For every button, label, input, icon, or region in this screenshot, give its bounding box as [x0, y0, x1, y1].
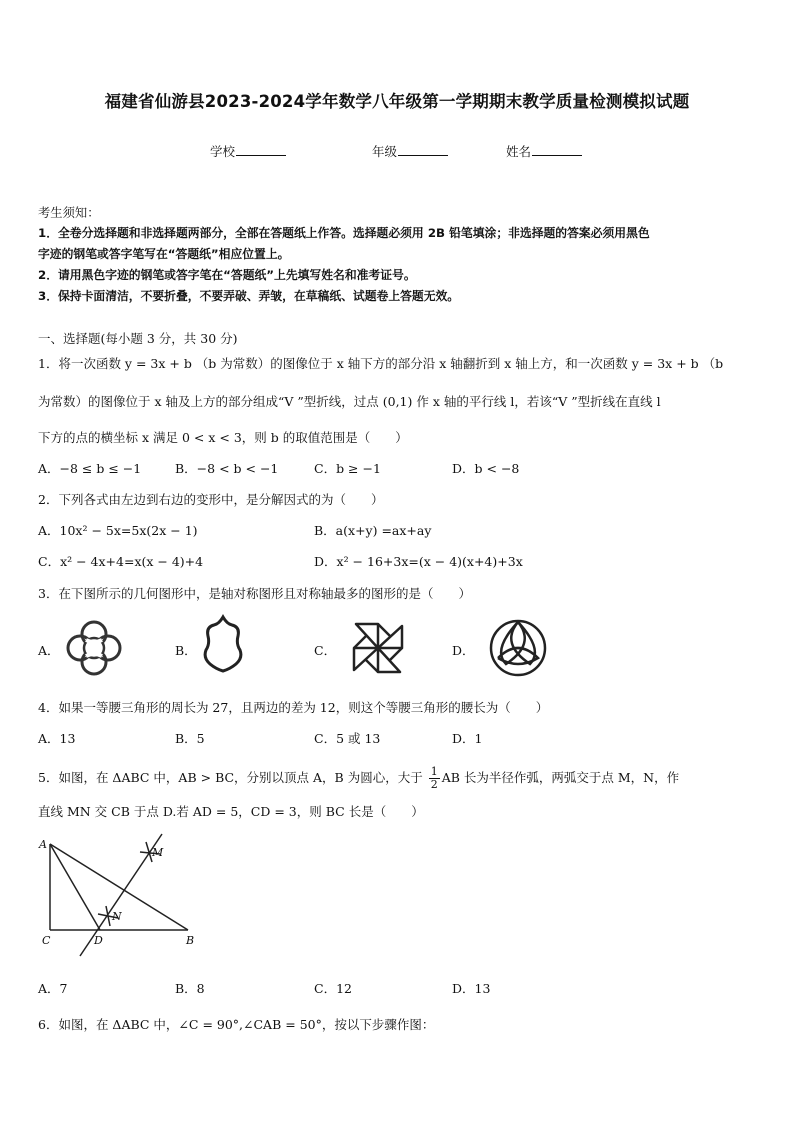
- q2-option-c[interactable]: C．x² − 4x+4=x(x − 4)+4: [38, 554, 204, 569]
- page-title: 福建省仙游县2023-2024学年数学八年级第一学期期末教学质量检测模拟试题: [104, 92, 690, 111]
- q5-label-a: A: [39, 838, 47, 851]
- q5-label-m: M: [152, 846, 164, 859]
- q2-option-d[interactable]: D．x² − 16+3x=(x − 4)(x+4)+3x: [314, 554, 523, 569]
- q4-stem: 4．如果一等腰三角形的周长为 27，且两边的差为 12，则这个等腰三角形的腰长为（ ）: [38, 700, 549, 715]
- school-label: 学校: [210, 144, 236, 159]
- q4-option-d[interactable]: D．1: [452, 731, 483, 746]
- quatrefoil-figure: [64, 620, 124, 676]
- q5-line1-start: 5．如图，在 ΔABC 中，AB > BC，分别以顶点 A，B 为圆心，大于: [38, 770, 423, 785]
- name-label: 姓名: [506, 144, 532, 159]
- q4-option-b[interactable]: B．5: [175, 731, 205, 746]
- q5-option-d[interactable]: D．13: [452, 981, 491, 996]
- q5-label-b: B: [186, 934, 195, 947]
- notice-item-3: 3．保持卡面清洁，不要折叠，不要弄破、弄皱，在草稿纸、试题卷上答题无效。: [38, 289, 460, 303]
- q5-option-c[interactable]: C．12: [314, 981, 352, 996]
- q1-option-b[interactable]: B．−8 < b < −1: [175, 461, 279, 476]
- q5-label-n: N: [112, 910, 122, 923]
- q3-option-d-label[interactable]: D．: [452, 643, 475, 658]
- q5-fraction-numerator: 1: [430, 765, 438, 778]
- name-blank[interactable]: [532, 143, 582, 156]
- q5-line1: [38, 766, 679, 791]
- q5-option-a[interactable]: A．7: [38, 981, 68, 996]
- q5-option-b[interactable]: B．8: [175, 981, 205, 996]
- q5-label-d: D: [94, 934, 103, 947]
- q1-option-d[interactable]: D．b < −8: [452, 461, 520, 476]
- notice-item-1: 1．全卷分选择题和非选择题两部分，全部在答题纸上作答。选择题必须用 2B 铅笔填涂；非选择题的答案必须用黑色: [38, 226, 650, 240]
- grade-field: [372, 142, 448, 160]
- q6-stem: 6．如图，在 ΔABC 中，∠C = 90°,∠CAB = 50°，按以下步骤作图：: [38, 1017, 435, 1032]
- q1-line3: 下方的点的横坐标 x 满足 0 < x < 3，则 b 的取值范围是（ ）: [38, 430, 408, 445]
- q5-fraction: [429, 766, 440, 791]
- q5-triangle-figure: [36, 834, 206, 968]
- q1-option-a[interactable]: A．−8 ≤ b ≤ −1: [38, 461, 142, 476]
- grade-label: 年级: [372, 144, 398, 159]
- school-blank[interactable]: [236, 143, 286, 156]
- q1-option-c[interactable]: C．b ≥ −1: [314, 461, 381, 476]
- name-field: [506, 142, 582, 160]
- q5-line1-end: AB 长为半径作弧，两弧交于点 M，N，作: [441, 770, 680, 785]
- q3-option-a-label[interactable]: A．: [38, 643, 60, 658]
- q5-fraction-denominator: 2: [430, 778, 438, 791]
- q2-option-b[interactable]: B．a(x+y) =ax+ay: [314, 523, 432, 538]
- grade-blank[interactable]: [398, 143, 448, 156]
- q2-stem: 2．下列各式由左边到右边的变形中，是分解因式的为（ ）: [38, 492, 384, 507]
- q3-option-c-label[interactable]: C．: [314, 643, 337, 658]
- vase-figure: [200, 614, 246, 674]
- q1-line2: 为常数）的图像位于 x 轴及上方的部分组成“V ”型折线，过点 (0,1) 作 x 轴的平行线 l，若该“V ”型折线在直线 l: [38, 394, 661, 409]
- q5-label-c: C: [42, 934, 51, 947]
- q4-option-c[interactable]: C．5 或 13: [314, 731, 381, 746]
- q1-line1: 1．将一次函数 y = 3x + b （b 为常数）的图像位于 x 轴下方的部分沿 x 轴翻折到 x 轴上方，和一次函数 y = 3x + b （b: [38, 356, 724, 371]
- notice-item-2: 2．请用黑色字迹的钢笔或答字笔在“答题纸”上先填写姓名和准考证号。: [38, 268, 416, 282]
- q5-line2: 直线 MN 交 CB 于点 D.若 AD = 5，CD = 3，则 BC 长是（ ）: [38, 804, 424, 819]
- school-field: [210, 142, 286, 160]
- section-heading: 一、选择题(每小题 3 分，共 30 分): [38, 331, 238, 346]
- q4-option-a[interactable]: A．13: [38, 731, 76, 746]
- pinwheel-figure: [350, 620, 406, 676]
- notice-item-1-cont: 字迹的钢笔或答字笔写在“答题纸”相应位置上。: [38, 247, 290, 261]
- notice-heading: 考生须知：: [38, 206, 100, 220]
- q3-option-b-label[interactable]: B．: [175, 643, 197, 658]
- q2-option-a[interactable]: A．10x² − 5x=5x(2x − 1): [38, 523, 198, 538]
- q3-stem: 3．在下图所示的几何图形中，是轴对称图形且对称轴最多的图形的是（ ）: [38, 586, 471, 601]
- trefoil-figure: [486, 614, 550, 678]
